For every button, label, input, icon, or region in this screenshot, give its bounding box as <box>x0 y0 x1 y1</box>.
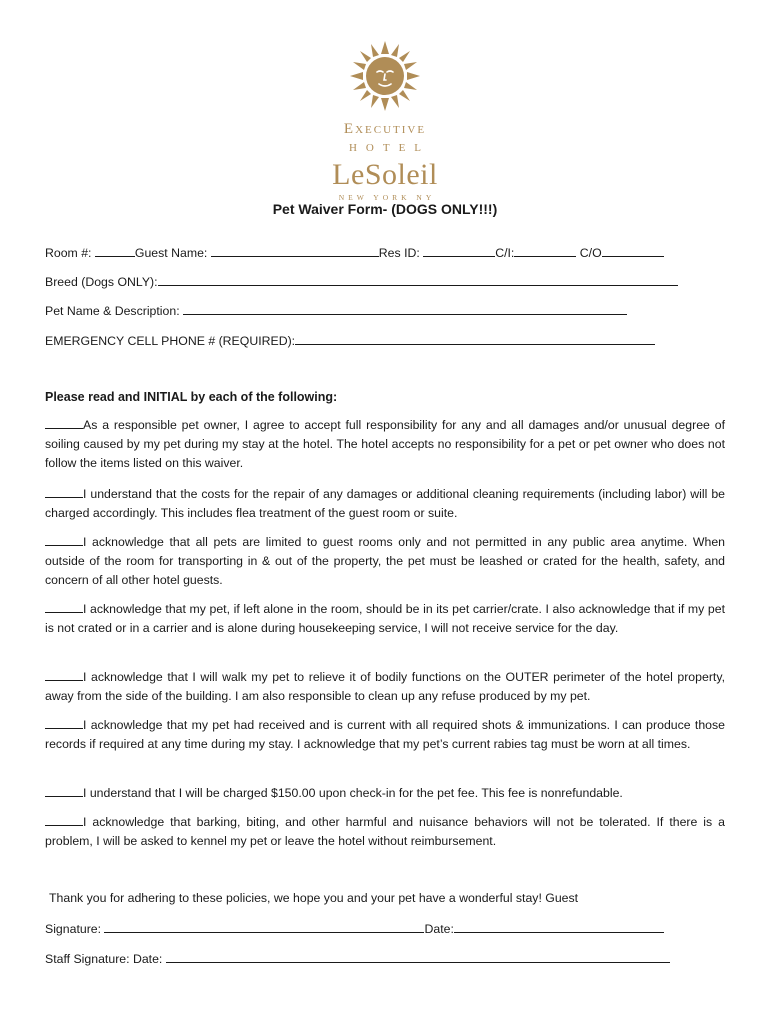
signature-row <box>45 920 664 936</box>
res-id-label: Res ID: <box>378 246 420 260</box>
ci-field[interactable] <box>514 244 576 257</box>
staff-signature-row <box>45 950 670 966</box>
guest-name-field[interactable] <box>211 244 379 257</box>
co-label: C/O <box>579 246 602 260</box>
breed-field[interactable] <box>158 273 678 286</box>
clause-text: I understand that I will be charged $150.00 upon check-in for the pet fee. This fee is nonrefundable. <box>83 786 623 800</box>
room-guest-row <box>45 244 664 260</box>
clause-text: I understand that the costs for the repair of any damages or additional cleaning requirements (including labor) will be charged accordingly. This includes flea treatment of the guest room or suite. <box>45 487 725 520</box>
co-field[interactable] <box>602 244 664 257</box>
staff-signature-label: Staff Signature: Date: <box>45 952 163 966</box>
sun-logo-icon <box>349 40 421 112</box>
breed-label: Breed (Dogs ONLY): <box>45 275 158 289</box>
initial-field-7[interactable] <box>45 784 83 797</box>
date-label: Date: <box>424 922 454 936</box>
clause-text: I acknowledge that my pet had received and is current with all required shots & immunizations. I can produce those records if required at any time during my stay. I acknowledge that my pet’s current rabies tag must be worn at all times. <box>45 718 725 751</box>
pet-name-label: Pet Name & Description: <box>45 304 180 318</box>
clause-2 <box>45 485 725 523</box>
logo-executive: Executive <box>343 121 427 137</box>
logo-location: NEW YORK NY <box>338 193 436 202</box>
initial-field-3[interactable] <box>45 533 83 546</box>
initial-field-2[interactable] <box>45 485 83 498</box>
breed-row <box>45 273 678 289</box>
clause-6 <box>45 716 725 754</box>
initial-field-4[interactable] <box>45 600 83 613</box>
staff-signature-field[interactable] <box>166 950 670 963</box>
guest-signature-field[interactable] <box>104 920 424 933</box>
hotel-logo <box>0 40 770 202</box>
clause-text: As a responsible pet owner, I agree to accept full responsibility for any and all damages and/or unusual degree of soiling caused by my pet during my stay at the hotel. The hotel accepts no responsibility for a pet or pet owner who does not follow the items listed on this waiver. <box>45 418 725 470</box>
pet-name-field[interactable] <box>183 302 627 315</box>
guest-name-label: Guest Name: <box>134 246 208 260</box>
clause-text: I acknowledge that my pet, if left alone in the room, should be in its pet carrier/crate. I also acknowledge that if my pet is not crated or in a carrier and is alone during housekeeping service, I will not receive service for the day. <box>45 602 725 635</box>
emergency-phone-label: EMERGENCY CELL PHONE # (REQUIRED): <box>45 334 296 348</box>
room-field[interactable] <box>95 244 135 257</box>
initial-field-5[interactable] <box>45 668 83 681</box>
room-label: Room #: <box>45 246 92 260</box>
signature-label: Signature: <box>45 922 102 936</box>
initial-field-1[interactable] <box>45 416 83 429</box>
res-id-field[interactable] <box>423 244 495 257</box>
form-title: Pet Waiver Form- (DOGS ONLY!!!) <box>272 201 498 217</box>
instructions-heading: Please read and INITIAL by each of the following: <box>45 390 338 404</box>
clause-7 <box>45 784 725 803</box>
clause-8 <box>45 813 725 851</box>
emergency-phone-field[interactable] <box>295 332 655 345</box>
initial-field-8[interactable] <box>45 813 83 826</box>
pet-name-row <box>45 302 627 318</box>
logo-hotel: HOTEL <box>348 142 431 154</box>
guest-date-field[interactable] <box>454 920 664 933</box>
clause-5 <box>45 668 725 706</box>
initial-field-6[interactable] <box>45 716 83 729</box>
clause-4 <box>45 600 725 638</box>
clause-text: I acknowledge that I will walk my pet to relieve it of bodily functions on the OUTER perimeter of the hotel property, away from the side of the building. I am also responsible to clean up any refuse produced by my pet. <box>45 670 725 703</box>
ci-label: C/I: <box>495 246 515 260</box>
clause-3 <box>45 533 725 590</box>
clause-text: I acknowledge that barking, biting, and other harmful and nuisance behaviors will not be tolerated. If there is a problem, I will be asked to kennel my pet or leave the hotel without reimbursement. <box>45 815 725 848</box>
closing-text: Thank you for adhering to these policies, we hope you and your pet have a wonderful stay! Guest <box>49 891 579 905</box>
clause-text: I acknowledge that all pets are limited to guest rooms only and not permitted in any public area anytime. When outside of the room for transporting in & out of the property, the pet must be leashed or crated for the health, safety, and concern of all other hotel guests. <box>45 535 725 587</box>
emergency-phone-row <box>45 332 655 348</box>
logo-lesoleil: LeSoleil <box>332 158 438 191</box>
clause-1 <box>45 416 725 473</box>
